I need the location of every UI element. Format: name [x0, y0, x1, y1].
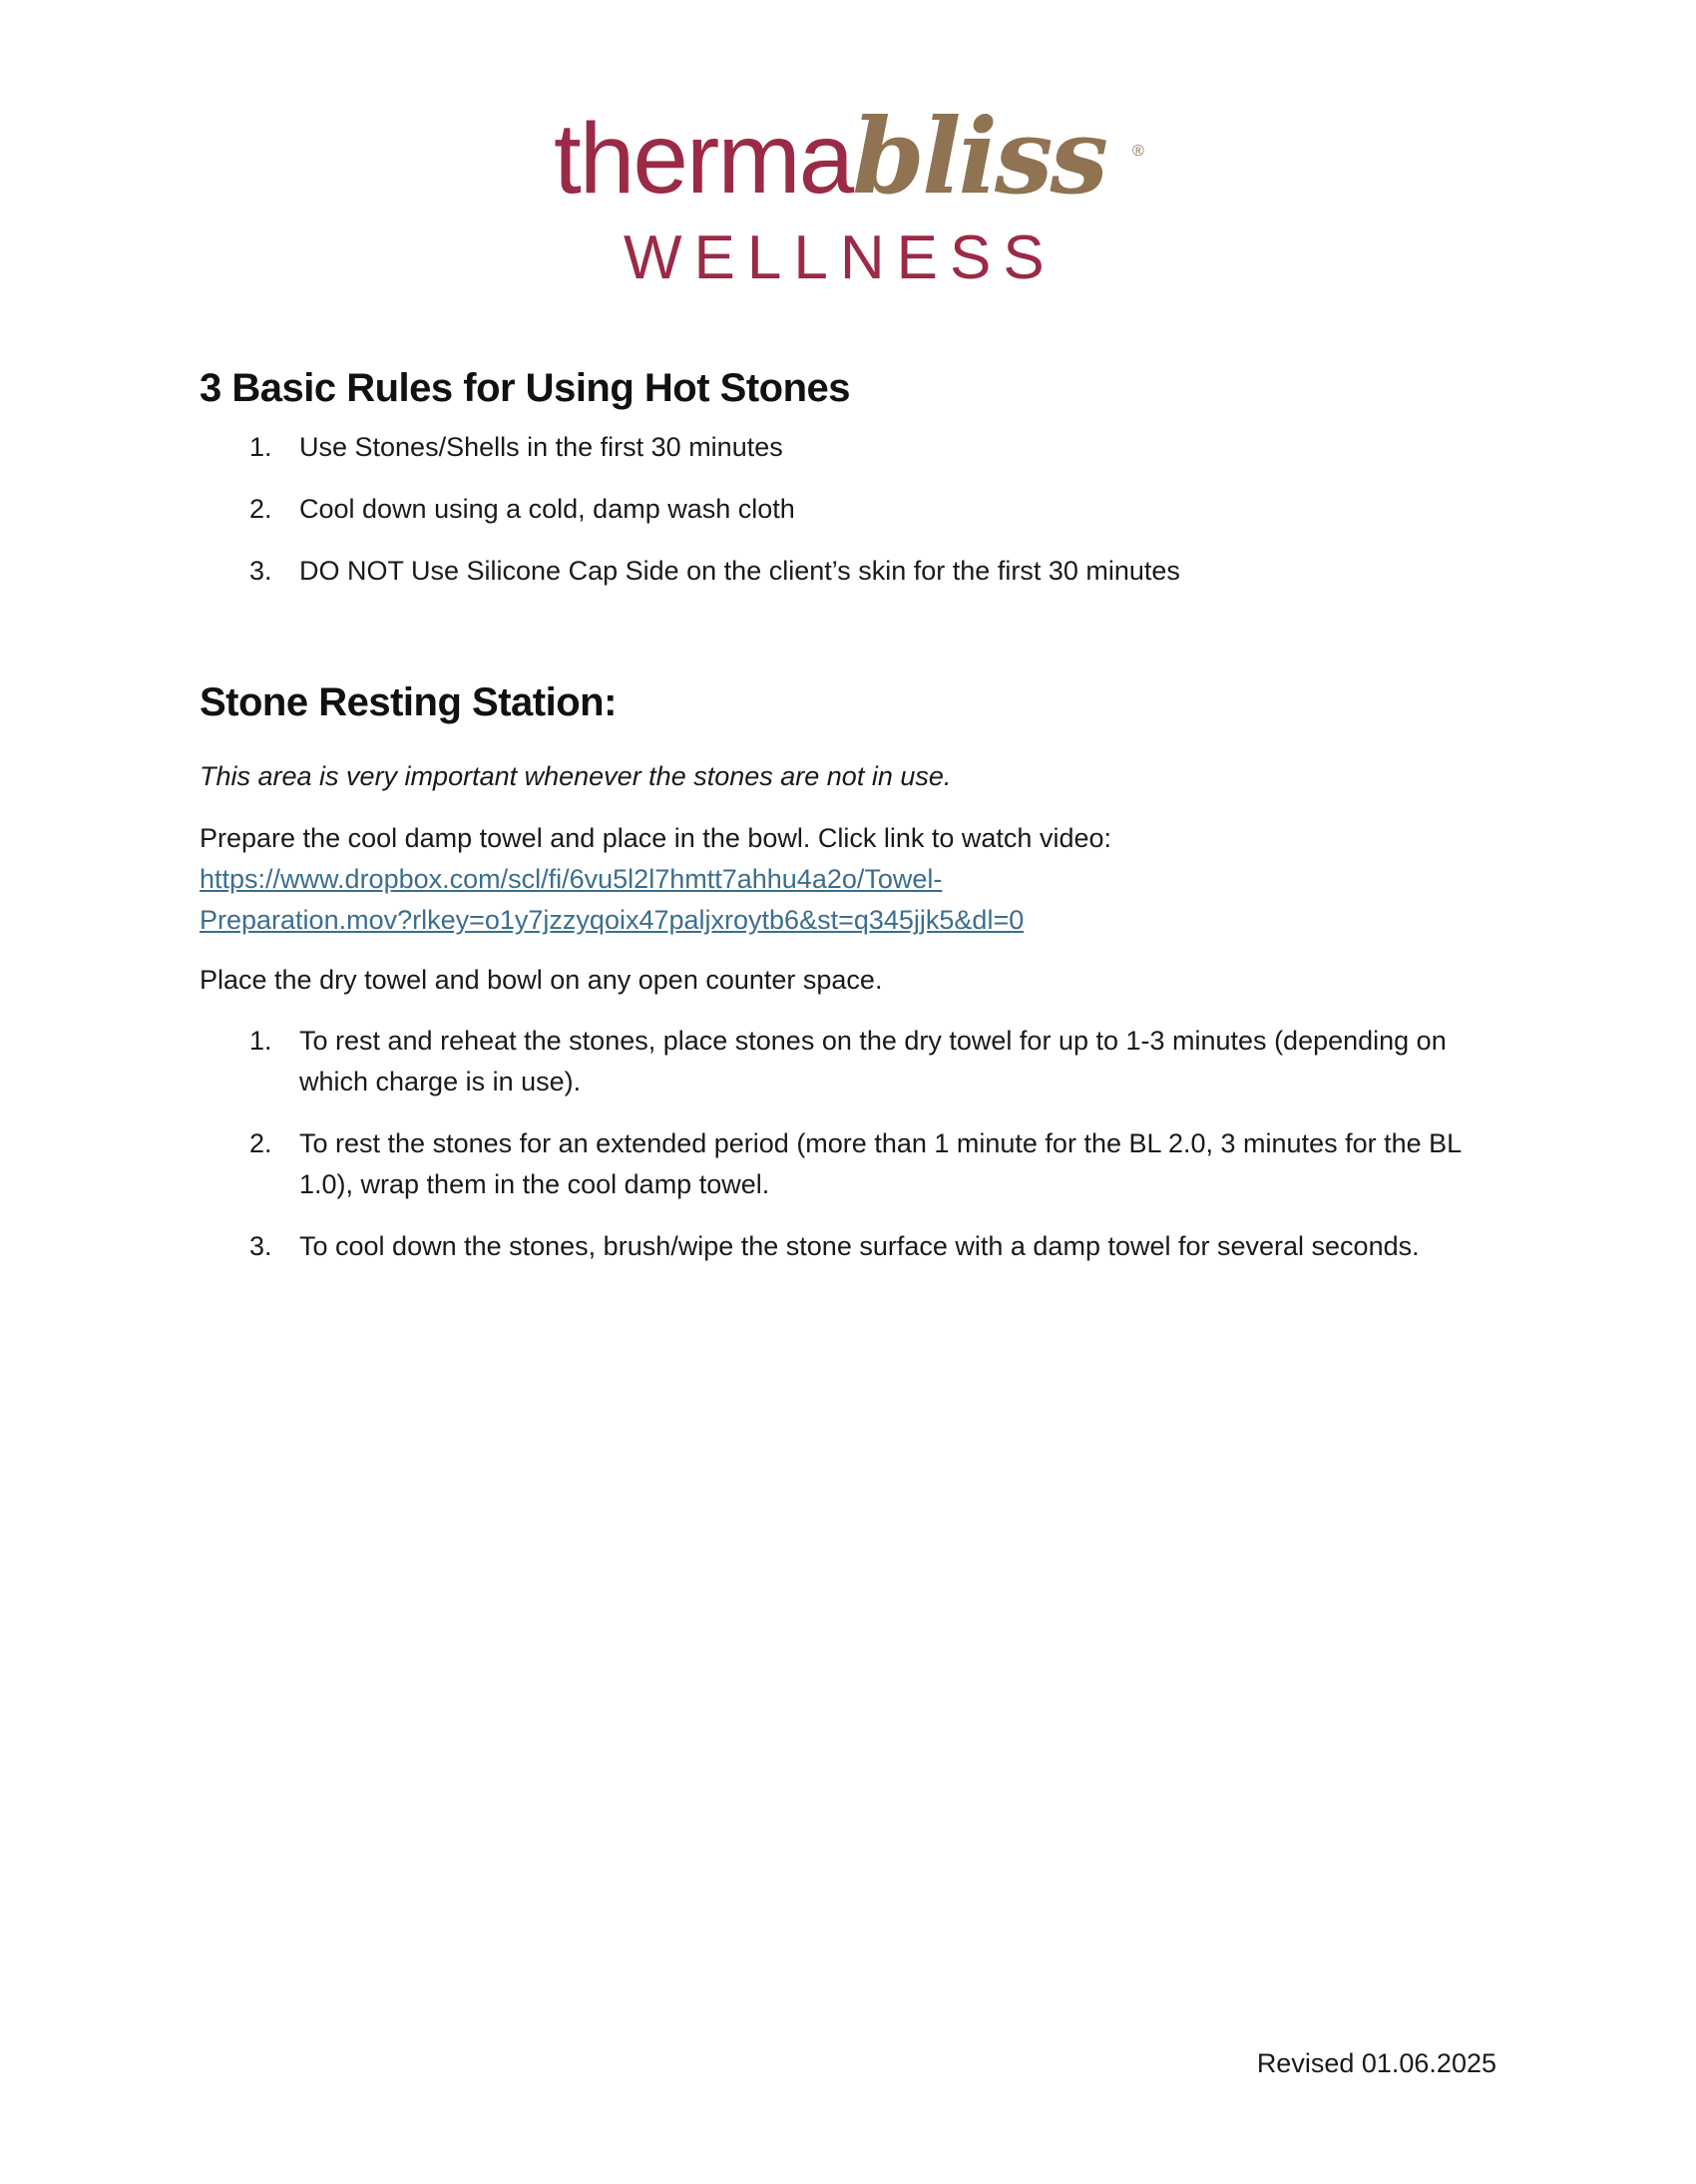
list-item [200, 489, 1496, 530]
list-number: 2. [249, 1128, 272, 1158]
list-text: Cool down using a cold, damp wash cloth [299, 494, 795, 524]
place-paragraph: Place the dry towel and bowl on any open counter space. [200, 965, 883, 995]
prepare-text: Prepare the cool damp towel and place in the bowl. Click link to watch video: [200, 823, 1111, 853]
basic-rules-list [200, 427, 1496, 592]
list-item [200, 427, 1496, 468]
prepare-paragraph [200, 818, 1111, 941]
list-number: 1. [249, 432, 272, 462]
list-text: Use Stones/Shells in the first 30 minutes [299, 432, 783, 462]
video-link[interactable] [200, 859, 1111, 941]
registered-mark: ® [1132, 143, 1144, 160]
list-item [200, 1123, 1496, 1205]
list-text: To cool down the stones, brush/wipe the stone surface with a damp towel for several seconds. [299, 1231, 1420, 1261]
revised-date: Revised 01.06.2025 [1256, 2048, 1496, 2078]
logo-wordmark [554, 95, 1106, 218]
list-number: 3. [249, 556, 272, 586]
video-link-line-1: https://www.dropbox.com/scl/fi/6vu5l2l7hmtt7ahhu4a2o/Towel- [200, 864, 943, 894]
list-item [200, 1021, 1496, 1102]
list-number: 2. [249, 494, 272, 524]
section-title-resting-station: Stone Resting Station: [200, 680, 617, 724]
resting-station-list [200, 1021, 1496, 1267]
list-text: To rest the stones for an extended period (more than 1 minute for the BL 2.0, 3 minutes for the BL 1.0), wrap them in the cool damp towel. [299, 1128, 1462, 1199]
logo-therma-text: therma [554, 103, 853, 215]
list-number: 1. [249, 1026, 272, 1056]
logo-bliss-text: bliss [852, 95, 1106, 218]
video-link-line-2: Preparation.mov?rlkey=o1y7jzzyqoix47paljxroytb6&st=q345jjk5&dl=0 [200, 905, 1025, 935]
logo-wellness-text: WELLNESS [624, 223, 1057, 292]
list-number: 3. [249, 1231, 272, 1261]
resting-station-note: This area is very important whenever the stones are not in use. [200, 761, 952, 791]
list-item [200, 551, 1496, 592]
section-title-basic-rules: 3 Basic Rules for Using Hot Stones [200, 366, 851, 410]
list-item [200, 1226, 1496, 1267]
list-text: To rest and reheat the stones, place stones on the dry towel for up to 1-3 minutes (depending on which charge is in use). [299, 1026, 1447, 1096]
list-text: DO NOT Use Silicone Cap Side on the client’s skin for the first 30 minutes [299, 556, 1180, 586]
thermabliss-logo [554, 95, 1152, 292]
